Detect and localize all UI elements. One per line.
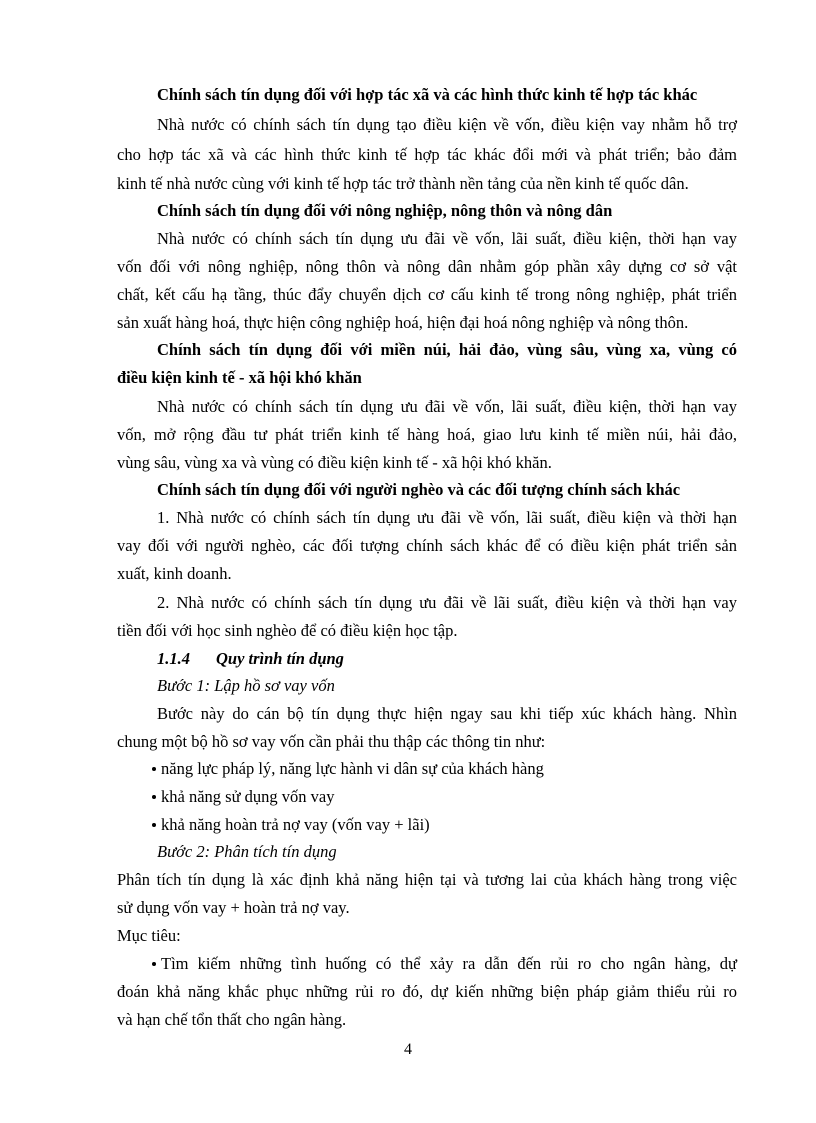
paragraph-line: Phân tích tín dụng là xác định khả năng hiện tại và tương lai của khách hàng trong việc: [117, 870, 737, 889]
step-2-title: Bước 2: Phân tích tín dụng: [157, 842, 337, 861]
heading-poor-credit: Chính sách tín dụng đối với người nghèo và các đối tượng chính sách khác: [157, 480, 681, 499]
heading-mountain-credit: Chính sách tín dụng đối với miền núi, hải đảo, vùng sâu, vùng xa, vùng có: [157, 340, 737, 359]
paragraph-line: cho hợp tác xã và các hình thức kinh tế hợp tác khác đổi mới và phát triển; bảo đảm: [117, 145, 737, 164]
paragraph-line: vốn đối với nông nghiệp, nông thôn và nông dân nhằm góp phần xây dựng cơ sở vật: [117, 257, 737, 276]
paragraph-line: chung một bộ hồ sơ vay vốn cần phải thu thập các thông tin như:: [117, 732, 546, 751]
bullet-dot-icon: [152, 823, 156, 827]
paragraph-line: vay đối với người nghèo, các đối tượng chính sách khác để có điều kiện phát triển sản: [117, 536, 737, 555]
section-title: Quy trình tín dụng: [216, 649, 344, 668]
paragraph-line: Nhà nước có chính sách tín dụng ưu đãi về vốn, lãi suất, điều kiện, thời hạn vay: [157, 229, 737, 248]
paragraph-line: vùng sâu, vùng xa và vùng có điều kiện kinh tế - xã hội khó khăn.: [117, 453, 552, 472]
goal-label: Mục tiêu:: [117, 926, 181, 945]
bullet-dot-icon: [152, 962, 156, 966]
paragraph-line: sản xuất hàng hoá, thực hiện công nghiệp hoá, hiện đại hoá nông nghiệp và nông thôn.: [117, 313, 689, 332]
paragraph-line: tiền đối với học sinh nghèo để có điều kiện học tập.: [117, 621, 458, 640]
step-1-title: Bước 1: Lập hồ sơ vay vốn: [157, 676, 335, 695]
paragraph-line: xuất, kinh doanh.: [117, 564, 232, 583]
bullet-item: năng lực pháp lý, năng lực hành vi dân sự của khách hàng: [152, 758, 544, 780]
paragraph-line: 2. Nhà nước có chính sách tín dụng ưu đãi về lãi suất, điều kiện và thời hạn vay: [157, 593, 737, 612]
section-number: 1.1.4: [157, 649, 190, 668]
heading-agriculture-credit: Chính sách tín dụng đối với nông nghiệp, nông thôn và nông dân: [157, 201, 613, 220]
paragraph-line: đoán khả năng khắc phục những rủi ro đó, dự kiến những biện pháp giảm thiểu rủi ro: [117, 982, 737, 1001]
page-number: 4: [404, 1041, 412, 1058]
bullet-item: Tìm kiếm những tình huống có thể xảy ra dẫn đến rủi ro cho ngân hàng, dự: [152, 953, 737, 975]
paragraph-line: chất, kết cấu hạ tầng, thúc đẩy chuyển dịch cơ cấu kinh tế trong nông nghiệp, phát triển: [117, 285, 737, 304]
bullet-item: khả năng sử dụng vốn vay: [152, 786, 334, 808]
paragraph-line: và hạn chế tổn thất cho ngân hàng.: [117, 1010, 347, 1029]
bullet-dot-icon: [152, 767, 156, 771]
heading-cooperative-credit: Chính sách tín dụng đối với hợp tác xã và các hình thức kinh tế hợp tác khác: [157, 85, 698, 104]
paragraph-line: Nhà nước có chính sách tín dụng tạo điều kiện về vốn, điều kiện vay nhằm hỗ trợ: [157, 115, 737, 134]
paragraph-line: sử dụng vốn vay + hoàn trả nợ vay.: [117, 898, 350, 917]
bullet-dot-icon: [152, 795, 156, 799]
heading-mountain-credit-cont: điều kiện kinh tế - xã hội khó khăn: [117, 368, 362, 387]
bullet-item: khả năng hoàn trả nợ vay (vốn vay + lãi): [152, 814, 430, 836]
paragraph-line: 1. Nhà nước có chính sách tín dụng ưu đãi về vốn, lãi suất, điều kiện và thời hạn: [157, 508, 737, 527]
paragraph-line: vốn, mở rộng đầu tư phát triển kinh tế hàng hoá, giao lưu kinh tế miền núi, hải đảo,: [117, 425, 737, 444]
paragraph-line: kinh tế nhà nước cùng với kinh tế hợp tác trở thành nền tảng của nền kinh tế quốc dân.: [117, 174, 689, 193]
paragraph-line: Nhà nước có chính sách tín dụng ưu đãi về vốn, lãi suất, điều kiện, thời hạn vay: [157, 397, 737, 416]
paragraph-line: Bước này do cán bộ tín dụng thực hiện ngay sau khi tiếp xúc khách hàng. Nhìn: [157, 704, 737, 723]
